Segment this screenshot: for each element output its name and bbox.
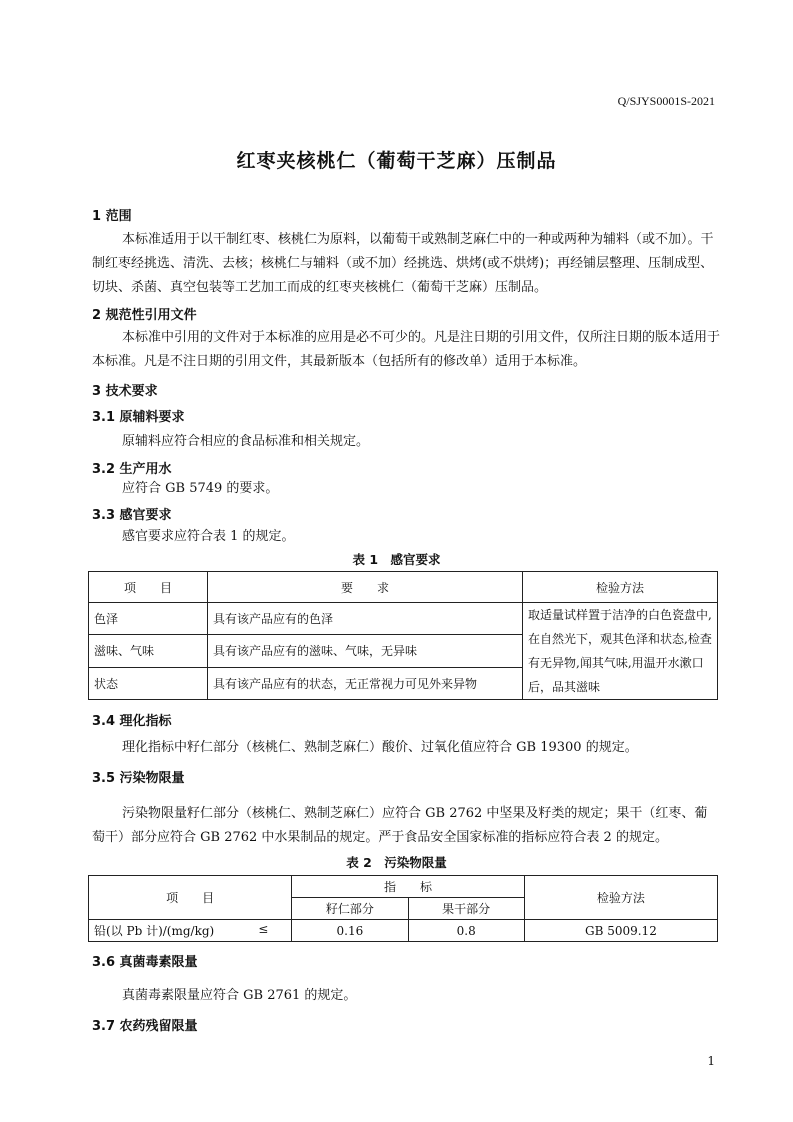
section-2-body: 本标准中引用的文件对于本标准的应用是必不可少的。凡是注日期的引用文件，仅所注日期的版本适用于本标准。凡是不注日期的引用文件，其最新版本（包括所有的修改单）适用于本标准。 bbox=[92, 330, 721, 369]
section-3-2-body: 应符合 GB 5749 的要求。 bbox=[122, 481, 279, 496]
sensory-requirements-table bbox=[88, 571, 718, 700]
table-header-method: 检验方法 bbox=[524, 876, 717, 920]
section-3-heading: 3 技术要求 bbox=[92, 384, 158, 399]
table-2-caption: 表 2 污染物限量 bbox=[346, 855, 447, 870]
contaminant-limits-table bbox=[88, 875, 718, 942]
row-kernel-value: 0.16 bbox=[292, 920, 408, 942]
section-3-4-heading: 3.4 理化指标 bbox=[92, 714, 172, 729]
section-3-6-heading: 3.6 真菌毒素限量 bbox=[92, 955, 198, 970]
section-3-5-body: 污染物限量籽仁部分（核桃仁、熟制芝麻仁）应符合 GB 2762 中坚果及籽类的规定；果干（红枣、葡萄干）部分应符合 GB 2762 中水果制品的规定。严于食品安全国家标准的指标应符合表 2 的规定。 bbox=[92, 806, 708, 845]
section-3-1-heading: 3.1 原辅料要求 bbox=[92, 410, 185, 425]
standard-code: Q/SJYS0001S-2021 bbox=[617, 94, 715, 108]
row-item-label: 铅(以 Pb 计)/(mg/kg) bbox=[94, 924, 215, 938]
document-title: 红枣夹核桃仁（葡萄干芝麻）压制品 bbox=[236, 150, 557, 172]
comparison-symbol: ≤ bbox=[258, 922, 269, 936]
row-requirement: 具有该产品应有的色泽 bbox=[208, 603, 523, 635]
table-header-item: 项 目 bbox=[89, 876, 292, 920]
section-3-5-heading: 3.5 污染物限量 bbox=[92, 771, 185, 786]
table-header-index: 指 标 bbox=[292, 876, 525, 898]
row-requirement: 具有该产品应有的滋味、气味，无异味 bbox=[208, 635, 523, 667]
row-item: 滋味、气味 bbox=[89, 635, 208, 667]
section-3-3-heading: 3.3 感官要求 bbox=[92, 508, 172, 523]
table-row bbox=[89, 920, 718, 942]
section-1-body: 本标准适用于以干制红枣、核桃仁为原料，以葡萄干或熟制芝麻仁中的一种或两种为辅料（或不加）。干制红枣经挑选、清洗、去核；核桃仁与辅料（或不加）经挑选、烘烤(或不烘烤)；再经铺层整理、压制成型、切块、杀菌、真空包装等工艺加工而成的红枣夹核桃仁（葡萄干芝麻）压制品。 bbox=[92, 232, 714, 295]
table-header-dried-fruit: 果干部分 bbox=[408, 898, 524, 920]
row-item: 状态 bbox=[89, 667, 208, 699]
table-header-method: 检验方法 bbox=[523, 572, 718, 603]
table-row bbox=[89, 603, 718, 635]
section-3-3-body: 感官要求应符合表 1 的规定。 bbox=[122, 529, 295, 544]
section-3-2-heading: 3.2 生产用水 bbox=[92, 462, 172, 477]
section-2-heading: 2 规范性引用文件 bbox=[92, 308, 197, 323]
section-3-6-body: 真菌毒素限量应符合 GB 2761 的规定。 bbox=[122, 988, 357, 1003]
table-header-item: 项 目 bbox=[89, 572, 208, 603]
table-header-requirement: 要 求 bbox=[208, 572, 523, 603]
row-item bbox=[89, 920, 292, 942]
row-dried-fruit-value: 0.8 bbox=[408, 920, 524, 942]
page-number: 1 bbox=[707, 1054, 715, 1068]
table-header-kernel: 籽仁部分 bbox=[292, 898, 408, 920]
row-requirement: 具有该产品应有的状态，无正常视力可见外来异物 bbox=[208, 667, 523, 699]
inspection-method: 取适量试样置于洁净的白色瓷盘中,在自然光下，观其色泽和状态,检查有无异物,闻其气味,用温开水漱口后，品其滋味 bbox=[523, 603, 718, 700]
section-1-heading: 1 范围 bbox=[92, 209, 132, 224]
section-3-4-body: 理化指标中籽仁部分（核桃仁、熟制芝麻仁）酸价、过氧化值应符合 GB 19300 的规定。 bbox=[122, 740, 638, 755]
table-header-row bbox=[89, 876, 718, 898]
row-method: GB 5009.12 bbox=[524, 920, 717, 942]
table-1-caption: 表 1 感官要求 bbox=[352, 552, 441, 567]
section-3-1-body: 原辅料应符合相应的食品标准和相关规定。 bbox=[122, 434, 370, 449]
section-3-7-heading: 3.7 农药残留限量 bbox=[92, 1019, 198, 1034]
table-header-row bbox=[89, 572, 718, 603]
row-item: 色泽 bbox=[89, 603, 208, 635]
